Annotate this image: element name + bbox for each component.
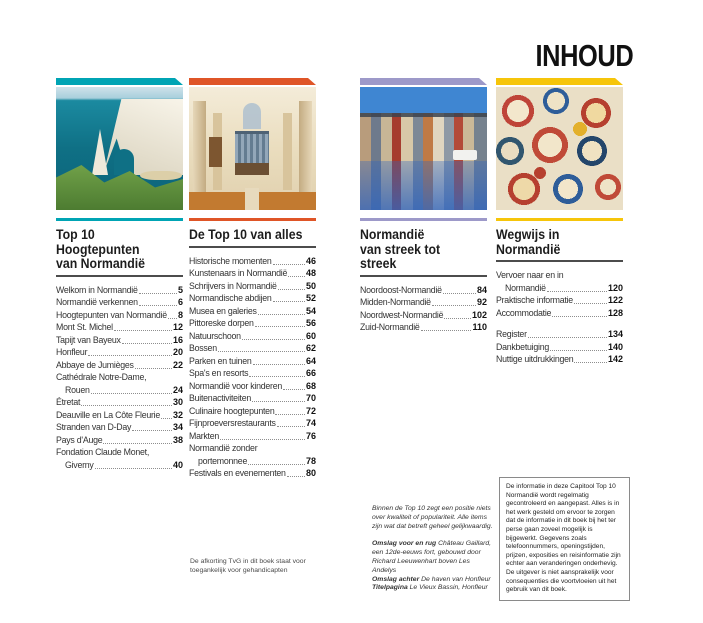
dot-leader [574, 303, 607, 304]
entry-page-number: 8 [177, 309, 183, 320]
section-title [189, 227, 316, 242]
toc-entry-list [189, 255, 316, 480]
dot-leader [443, 293, 476, 294]
entry-page-number: 72 [305, 405, 316, 416]
dot-leader [132, 430, 172, 431]
dot-leader [103, 443, 172, 444]
disclaimer-box [499, 477, 630, 601]
toc-entry [360, 321, 487, 334]
entry-page-number: 30 [172, 397, 183, 407]
edition-notes [372, 505, 494, 593]
toc-entry [189, 405, 316, 418]
color-tab [56, 78, 183, 85]
dot-leader [249, 376, 305, 377]
column-shape [299, 101, 312, 192]
cliff-arch-shape [114, 149, 134, 175]
entry-label: Étretat [56, 397, 81, 407]
toc-entry [56, 371, 183, 396]
entry-label: Vervoer naar en in [496, 270, 564, 280]
ranking-note: Binnen de Top 10 zegt een positie niets over kwaliteit of populariteit. Alle items zijn wat dat betreft geheel gelijkwaardig. [372, 505, 493, 530]
toc-entry [189, 317, 316, 330]
section-top10-hoogtepunten [56, 78, 183, 471]
entry-label: Midden-Normandië [360, 297, 431, 307]
title-rule [496, 260, 623, 262]
entry-page-number: 56 [305, 318, 316, 328]
etretat-cliffs-photo [56, 87, 183, 210]
toc-entry [56, 409, 183, 422]
disclaimer-text: De informatie in deze Capitool Top 10 Normandië wordt regelmatig gecontroleerd en aangepast. Alles is in het werk gesteld om ervoor te zorgen dat de informatie in dit boek bij het ter perse gaan zoveel mogelijk is bijgewerkt. Gegevens zoals telefoonnummers, openingstijden, prijzen, exposities en reisinformatie zijn echter aan veranderingen onderhevig. De uitgever is niet aansprakelijk voor consequenties die voortvloeien uit het gebruik van dit boek. [506, 483, 621, 594]
entry-page-number: 12 [172, 322, 183, 332]
entry-page-number: 60 [305, 330, 316, 341]
toc-entry [189, 467, 316, 480]
dot-leader [242, 339, 305, 340]
toc-entry [360, 284, 487, 297]
entry-label: Spa's en resorts [189, 368, 249, 378]
entry-page-number: 102 [471, 309, 487, 320]
entry-label: Cathédrale Notre-Dame, [56, 372, 147, 382]
entry-page-number: 48 [305, 268, 316, 278]
dot-leader [139, 305, 177, 306]
toc-entry [496, 269, 623, 294]
abbreviation-note: De afkorting TvG in dit boek staat voor toegankelijk voor gehandicapten [190, 558, 306, 574]
title-rule [360, 275, 487, 277]
dot-leader [218, 351, 305, 352]
dot-leader [122, 343, 172, 344]
section-title-line: De Top 10 van alles [189, 226, 303, 242]
section-wegwijs-in-normandie [496, 78, 623, 366]
entry-label: Dankbetuiging [496, 341, 549, 352]
entry-label: Deauville en La Côte Fleurie [56, 409, 161, 420]
dot-leader [277, 426, 305, 427]
entry-label: Noordoost-Normandië [360, 284, 442, 295]
entry-label: Welkom in Normandië [56, 284, 138, 295]
entry-page-number: 54 [305, 305, 316, 316]
dot-leader [258, 314, 305, 315]
section-title-line: streek [360, 255, 397, 271]
dot-leader [91, 393, 172, 394]
entry-label: Zuid-Normandië [360, 322, 420, 332]
entry-page-number: 50 [305, 280, 316, 291]
entry-label: Tapijt van Bayeux [56, 334, 121, 345]
toc-entry-list [496, 269, 623, 366]
entry-page-number: 46 [305, 255, 316, 266]
dot-leader [135, 368, 172, 369]
toc-entry [56, 421, 183, 434]
entry-label: Hoogtepunten van Normandië [56, 309, 167, 320]
toc-entry [189, 292, 316, 305]
toc-entry [56, 321, 183, 334]
toc-entry [189, 392, 316, 405]
section-title-line: van Normandië [56, 255, 146, 271]
water-reflection-shape [360, 161, 487, 210]
dot-leader [273, 301, 305, 302]
color-tab [189, 78, 316, 85]
toc-entry [189, 380, 316, 393]
toc-entry [496, 353, 623, 366]
toc-entry [56, 284, 183, 297]
entry-page-number: 92 [476, 297, 487, 307]
entry-page-number: 78 [305, 455, 316, 466]
entry-label: Historische momenten [189, 255, 272, 266]
entry-label: Nuttige uitdrukkingen [496, 354, 574, 364]
toc-entry [189, 430, 316, 443]
dot-leader [252, 401, 305, 402]
dot-leader [288, 276, 305, 277]
dot-leader [275, 414, 305, 415]
beach-shape [140, 171, 182, 180]
section-title-line: Hoogtepunten [56, 240, 140, 257]
entry-label: Natuurschoon [189, 330, 241, 341]
entry-label: Pittoreske dorpen [189, 318, 254, 328]
entry-label: Markten [189, 430, 220, 441]
dot-leader [283, 389, 305, 390]
title-rule [189, 246, 316, 248]
dot-leader [444, 318, 471, 319]
entry-label: Parken en tuinen [189, 355, 252, 366]
dot-leader [253, 364, 305, 365]
entry-label: Stranden van D-Day [56, 422, 132, 432]
entry-page-number: 134 [607, 329, 623, 339]
toc-entry [189, 417, 316, 430]
dot-leader [528, 337, 607, 338]
entry-label: Pays d'Auge [56, 434, 103, 445]
entry-label: Buitenactiviteiten [189, 393, 252, 403]
entry-page-number: 84 [476, 284, 487, 295]
entry-page-number: 20 [172, 347, 183, 357]
entry-page-number: 140 [607, 341, 623, 352]
entry-page-number: 80 [305, 468, 316, 478]
organ-base-shape [235, 163, 269, 175]
cover-credits [372, 540, 494, 593]
entry-page-number: 64 [305, 355, 316, 366]
title-rule [56, 275, 183, 277]
entry-label: Accommodatie [496, 307, 552, 318]
entry-page-number: 62 [305, 343, 316, 353]
cover-credit-line: Omslag voor en rug Château Gaillard, een 12de-eeuws fort, gebouwd door Richard Leeuwenhart boven Les Andelys [372, 540, 492, 574]
toc-entry [189, 305, 316, 318]
window-shape [243, 103, 261, 129]
accent-line [56, 218, 183, 221]
section-de-top10-van-alles [189, 78, 316, 480]
aisle-shape [245, 188, 259, 210]
dot-leader [220, 439, 305, 440]
toc-entry [496, 307, 623, 320]
entry-label: Normandische abdijen [189, 293, 272, 303]
entry-page-number: 74 [305, 418, 316, 428]
toc-entry [56, 309, 183, 322]
cover-credit-line: Omslag achter De haven van Honfleur [372, 575, 491, 583]
entry-page-number: 76 [305, 430, 316, 441]
dot-leader [161, 418, 172, 419]
toc-entry [56, 446, 183, 471]
dot-leader [550, 350, 607, 351]
section-title-line: Normandië [496, 240, 561, 257]
toc-entry [189, 255, 316, 268]
entry-label: Normandië zonder [189, 443, 258, 453]
dot-leader [432, 305, 476, 306]
entry-page-number: 34 [172, 422, 183, 432]
entry-label: Festivals en evenementen [189, 468, 286, 478]
toc-entry [189, 330, 316, 343]
entry-page-number: 40 [172, 459, 183, 470]
entry-page-number: 6 [177, 297, 183, 307]
toc-entry [56, 359, 183, 372]
pulpit-shape [209, 137, 222, 167]
entry-page-number: 22 [172, 359, 183, 370]
section-title-line: Wegwijs in [496, 226, 560, 242]
entry-page-number: 32 [172, 409, 183, 420]
entry-label: portemonnee [198, 455, 248, 466]
section-title [496, 227, 623, 256]
entry-page-number: 16 [172, 334, 183, 345]
dot-leader [287, 476, 305, 477]
dot-leader [168, 318, 177, 319]
entry-page-number: 38 [172, 434, 183, 445]
toc-entry [56, 296, 183, 309]
honfleur-harbour-photo [360, 87, 487, 210]
toc-entry [189, 367, 316, 380]
toc-entry [496, 328, 623, 341]
entry-page-number: 66 [305, 368, 316, 378]
organ-shape [235, 131, 269, 166]
entry-page-number: 122 [607, 295, 623, 305]
toc-entry [360, 296, 487, 309]
column-shape [193, 101, 206, 192]
entry-label: Abbaye de Jumièges [56, 359, 134, 370]
entry-label: Normandië voor kinderen [189, 380, 283, 391]
column-shape [283, 113, 292, 190]
entry-label: Musea en galeries [189, 305, 257, 316]
dot-leader [547, 291, 607, 292]
dot-leader [114, 330, 172, 331]
toc-entry [496, 341, 623, 354]
entry-page-number: 142 [607, 354, 623, 364]
abbey-interior-photo [189, 87, 316, 210]
dot-leader [139, 293, 177, 294]
toc-entry [56, 434, 183, 447]
toc-entry [189, 267, 316, 280]
entry-label: Bossen [189, 343, 217, 353]
section-title-line: Normandië [360, 226, 425, 242]
entry-label: Praktische informatie [496, 295, 573, 305]
dot-leader [278, 289, 305, 290]
section-title [360, 227, 487, 271]
dot-leader [95, 468, 172, 469]
dot-leader [273, 264, 305, 265]
section-title-line: van streek tot [360, 240, 441, 257]
accent-line [496, 218, 623, 221]
entry-page-number: 110 [472, 322, 487, 332]
accent-line [360, 218, 487, 221]
entry-label: Giverny [65, 459, 94, 470]
entry-label: Honfleur [56, 347, 88, 357]
entry-page-number: 128 [607, 307, 623, 318]
section-normandie-van-streek-tot-streek [360, 78, 487, 334]
color-tab [496, 78, 623, 85]
color-tab [360, 78, 487, 85]
page-title: INHOUD [535, 38, 633, 73]
entry-label: Fijnproeversrestaurants [189, 418, 276, 428]
dot-leader [255, 326, 305, 327]
dot-leader [574, 362, 607, 363]
entry-page-number: 120 [607, 282, 623, 293]
entry-page-number: 52 [305, 293, 316, 303]
toc-entry [189, 355, 316, 368]
dot-leader [81, 405, 172, 406]
entry-page-number: 24 [172, 384, 183, 395]
entry-label: Rouen [65, 384, 90, 395]
section-title-line: Top 10 [56, 226, 95, 242]
entry-label: Fondation Claude Monet, [56, 447, 150, 457]
entry-label: Mont St. Michel [56, 322, 113, 332]
entry-label: Normandië verkennen [56, 297, 138, 307]
entry-label: Normandië [505, 282, 546, 293]
boat-shape [453, 150, 477, 160]
dot-leader [248, 464, 305, 465]
cover-credit-line: Titelpagina Le Vieux Bassin, Honfleur [372, 584, 488, 592]
toc-entry [189, 442, 316, 467]
cheese-labels-photo [496, 87, 623, 210]
toc-entry [56, 346, 183, 359]
toc-entry [56, 396, 183, 409]
entry-label: Noordwest-Normandië [360, 309, 444, 320]
dot-leader [88, 355, 172, 356]
toc-entry [189, 280, 316, 293]
entry-label: Culinaire hoogtepunten [189, 405, 275, 416]
dot-leader [552, 316, 607, 317]
rock-needle-shape [92, 129, 108, 175]
entry-page-number: 70 [305, 393, 316, 403]
toc-entry [496, 294, 623, 307]
toc-entry [56, 334, 183, 347]
toc-entry-list [56, 284, 183, 472]
entry-label: Schrijvers in Normandië [189, 280, 277, 291]
entry-label: Kunstenaars in Normandië [189, 268, 288, 278]
toc-entry-list [360, 284, 487, 334]
entry-label: Register [496, 329, 527, 339]
entry-page-number: 5 [177, 284, 183, 295]
toc-entry [360, 309, 487, 322]
dot-leader [421, 330, 472, 331]
entry-page-number: 68 [305, 380, 316, 391]
accent-line [189, 218, 316, 221]
toc-entry [189, 342, 316, 355]
section-title [56, 227, 183, 271]
